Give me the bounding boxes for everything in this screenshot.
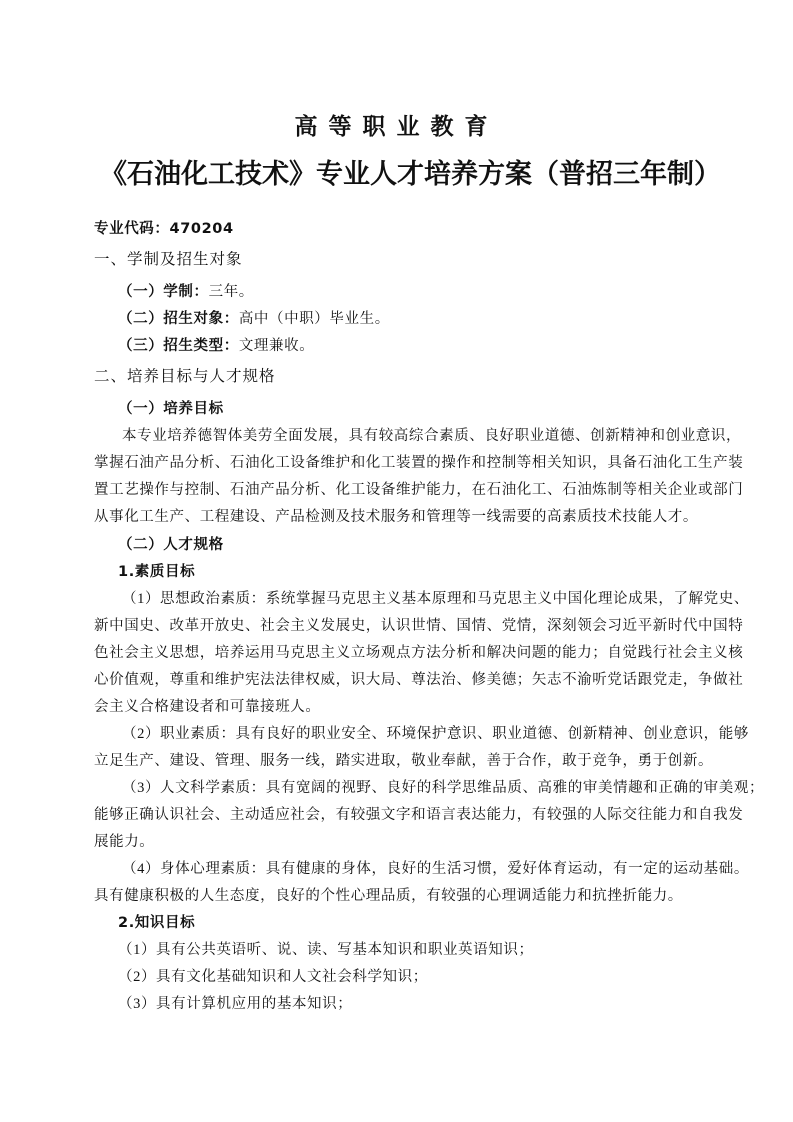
- knowledge-item: （1）具有公共英语听、说、读、写基本知识和职业英语知识；: [118, 942, 534, 958]
- paragraph-line: 掌握石油产品分析、石油化工设备维护和化工装置的操作和控制等相关知识，具备石油化工生产装: [94, 455, 744, 471]
- item-value: 三年。: [208, 284, 254, 300]
- section1-item-target: [118, 309, 724, 329]
- paragraph-line: 本专业培养德智体美劳全面发展，具有较高综合素质、良好职业道德、创新精神和创业意识，: [122, 428, 742, 444]
- paragraph-line: 立足生产、建设、管理、服务一线，踏实进取，敬业奉献，善于合作，敢于竞争，勇于创新。: [94, 753, 714, 769]
- item-label: （一）学制：: [118, 284, 209, 300]
- knowledge-heading: 2.知识目标: [118, 915, 196, 931]
- item-value: 文理兼收。: [238, 338, 315, 354]
- item-label: （三）招生类型：: [118, 338, 239, 354]
- paragraph-line: 从事化工生产、工程建设、产品检测及技术服务和管理等一线需要的高素质技术技能人才。: [94, 509, 698, 525]
- document-title-line1: 高等职业教育: [294, 114, 499, 140]
- paragraph-line: 色社会主义思想，培养运用马克思主义立场观点方法分析和解决问题的能力；自觉践行社会主义核: [94, 645, 744, 661]
- knowledge-item: （3）具有计算机应用的基本知识；: [118, 996, 353, 1012]
- sub2-heading: （二）人才规格: [118, 537, 224, 553]
- knowledge-item: （2）具有文化基础知识和人文社会科学知识；: [118, 969, 428, 985]
- paragraph-line: 能够正确认识社会、主动适应社会，有较强文字和语言表达能力，有较强的人际交往能力和自我发: [94, 807, 744, 823]
- paragraph-line: （2）职业素质：具有良好的职业安全、环境保护意识、职业道德、创新精神、创业意识，能够: [122, 726, 749, 742]
- paragraph-line: 新中国史、改革开放史、社会主义发展史，认识世情、国情、党情，深刻领会习近平新时代中国特: [94, 618, 744, 634]
- paragraph-line: （4）身体心理素质：具有健康的身体，良好的生活习惯，爱好体育运动，有一定的运动基础。: [122, 861, 749, 877]
- paragraph-line: 心价值观，尊重和维护宪法法律权威，识大局、尊法治、修美德；矢志不渝听党话跟党走，争做社: [94, 672, 744, 688]
- paragraph-line: （1）思想政治素质：系统掌握马克思主义基本原理和马克思主义中国化理论成果，了解党史、: [122, 591, 749, 607]
- sub1-heading: （一）培养目标: [118, 401, 224, 417]
- section1-item-duration: [118, 282, 724, 302]
- section1-item-type: [118, 336, 724, 356]
- major-code: 专业代码：470204: [94, 221, 234, 237]
- section2-heading: 二、培养目标与人才规格: [94, 368, 276, 385]
- quality-heading: 1.素质目标: [118, 564, 196, 580]
- item-value: 高中（中职）毕业生。: [238, 311, 390, 327]
- paragraph-line: （3）人文科学素质：具有宽阔的视野、良好的科学思维品质、高雅的审美情趣和正确的审美观；: [122, 780, 765, 796]
- section1-heading: 一、学制及招生对象: [94, 251, 243, 268]
- item-label: （二）招生对象：: [118, 311, 239, 327]
- paragraph-line: 置工艺操作与控制、石油产品分析、化工设备维护能力，在石油化工、石油炼制等相关企业或部门: [94, 482, 744, 498]
- paragraph-line: 具有健康积极的人生态度，良好的个性心理品质，有较强的心理调适能力和抗挫折能力。: [94, 888, 683, 904]
- paragraph-line: 会主义合格建设者和可靠接班人。: [94, 699, 321, 715]
- paragraph-line: 展能力。: [94, 834, 155, 850]
- document-title-line2: 《石油化工技术》专业人才培养方案（普招三年制）: [100, 159, 721, 190]
